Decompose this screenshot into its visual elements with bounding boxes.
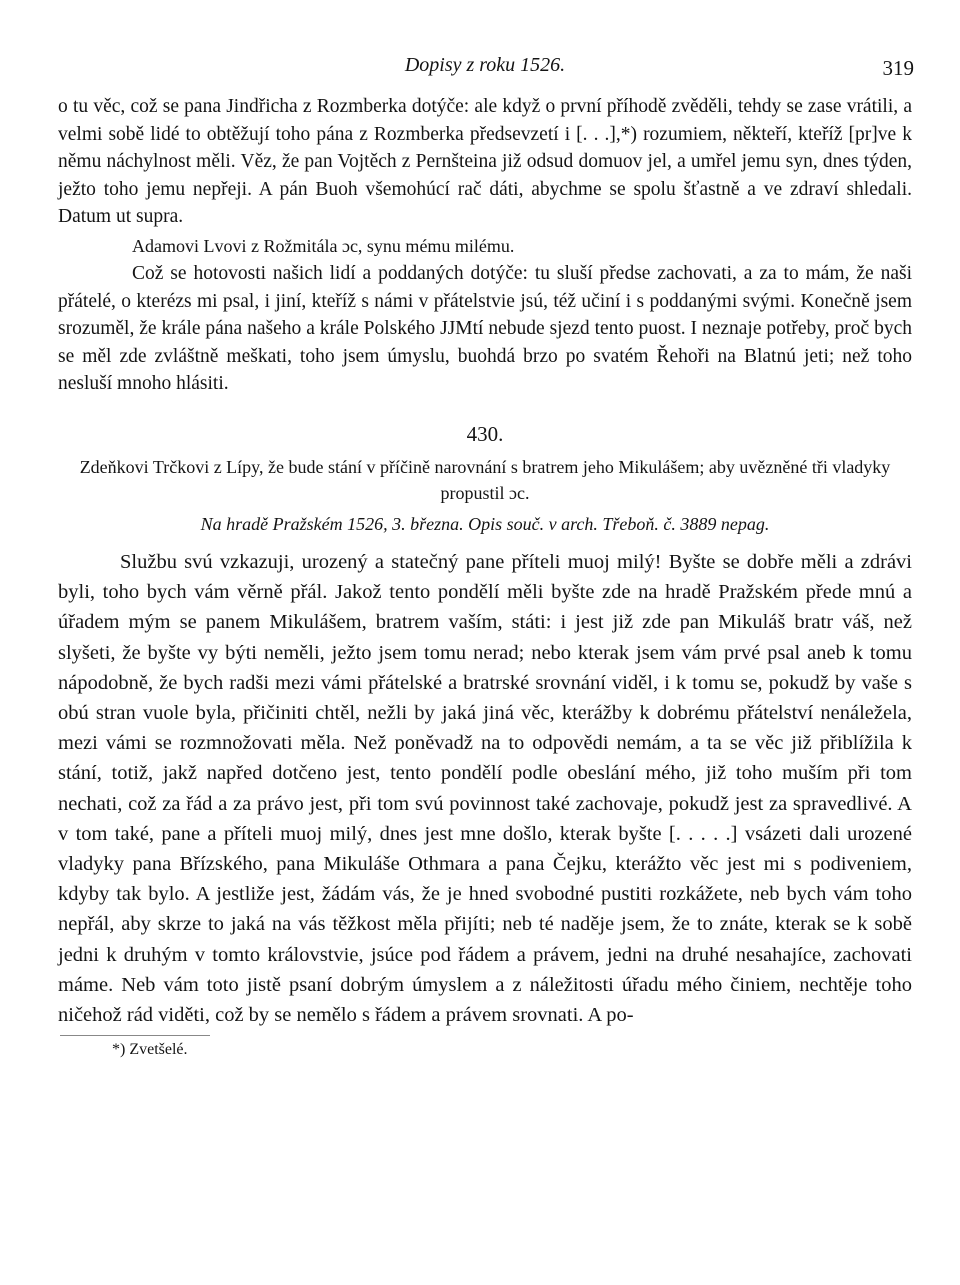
letter-regest: Zdeňkovi Trčkovi z Lípy, že bude stání v příčině narovnání s bratrem jeho Mikulášem; aby uvězněné tři vladyky propustil ɔc.	[79, 456, 891, 503]
page-header	[58, 50, 912, 84]
letter-source-note: Na hradě Pražském 1526, 3. března. Opis souč. v arch. Třeboň. č. 3889 nepag.	[200, 513, 770, 534]
letter-429-closing-paragraph: o tu věc, což se pana Jindřicha z Rozmberka dotýče: ale když o první příhodě zvěděli, tehdy se zase vrátili, a velmi sobě lidé to obtěžují toho pána z Rozmberka předsevzetí i [. . .],*) rozumiem, někteří, kteříž [pr]ve k němu náchylnost měli. Věz, že pan Vojtěch z Pernšteina již odsud domuov jel, a umřel jemu syn, dnes týden, ježto toho jemu nepřeji. A pán Buoh všemohúcí rač dáti, abychme se spolu šťastně a ve zdraví shledali. Datum ut supra.	[58, 96, 912, 228]
footnote: *) Zvetšelé.	[112, 1041, 188, 1059]
letter-430-body: Službu svú vzkazuji, urozený a statečný pane příteli muoj milý! Byšte se dobře měli a zdrávi byli, toho bych vám věrně přál. Jakož tento pondělí měli byšte zde na hradě Pražském přede mnú a úřadem mým se panem Mikulášem, bratrem vaším, státi: i jest již zde pan Mikuláš bratr váš, než slyšeti, že byšte vy býti neměli, ježto jsem tomu nerad; nebo kterak jsem vám prvé psal aneb k tomu nápodobně, že bych radši mezi vámi přátelské a bratrské srovnání viděl, i k tomu se, pokudž by vaše s obú stran vuole byla, přičiniti chtěl, nežli by jaká jiná věc, kterážby k dobrému přátelství nenáležela, mezi vámi se rozmnožovati měla. Než poněvadž na to odpovědi nemám, a ta se věc již přiblížila k stání, totiž, jakž napřed dotčeno jest, tento pondělí podle obeslání mého, již toho muším při tom nechati, což za řád a za právo jest, při tom svú povinnost také zachovaje, pokudž jest za spravedlivé. A v tom také, pane a příteli muoj milý, dnes jest mne došlo, kterak byšte [. . . . .] vsázeti dali urozené vladyky pana Břízského, pana Mikuláše Othmara a pana Čejku, kterážto věc jest mi s podiveniem, kdyby tak bylo. A jestliže jest, žádám vás, že je hned svobodné pustiti rozkážete, neb bych vám toho nepřál, aby skrze to jaká na vás těžkost měla přijíti; neb té naděje jsem, že to znáte, kterak se k sobě jedni k druhým v tomto královstvie, jsúce pod řádem a právem, jedni na druhé nesahajíce, zachovati máme. Neb vám toto jistě psaní dobrým úmyslem a z náležitosti úřadu mého činiem, nechtěje toho ničehož rád viděti, což by se nemělo s řádem a právem srovnati. A po-	[58, 550, 912, 1026]
letter-429-address: Adamovi Lvovi z Rožmitála ɔc, synu mému milému.	[132, 235, 515, 256]
running-title: Dopisy z roku 1526.	[404, 54, 566, 76]
letter-number: 430.	[466, 421, 504, 446]
page-number: 319	[882, 56, 914, 80]
document-page	[58, 50, 912, 1060]
footnote-divider	[60, 1035, 210, 1036]
letter-429-postscript: Což se hotovosti našich lidí a poddaných dotýče: tu sluší předse zachovati, a za to mám, že naši přátelé, o kterézs mi psal, i jiní, kteříž s námi v přátelstvie jsú, též učiní i s poddanými svými. Konečně jsem srozuměl, že krále pána našeho a krále Polského JJMtí nebude sjezd tento puost. I neznaje potřeby, proč bych se měl zde zvláštně meškati, toho jsem úmyslu, buohdá brzo po svatém Řehoři na Blatnú jeti; než toho nesluší mnoho hlásiti.	[58, 262, 912, 395]
